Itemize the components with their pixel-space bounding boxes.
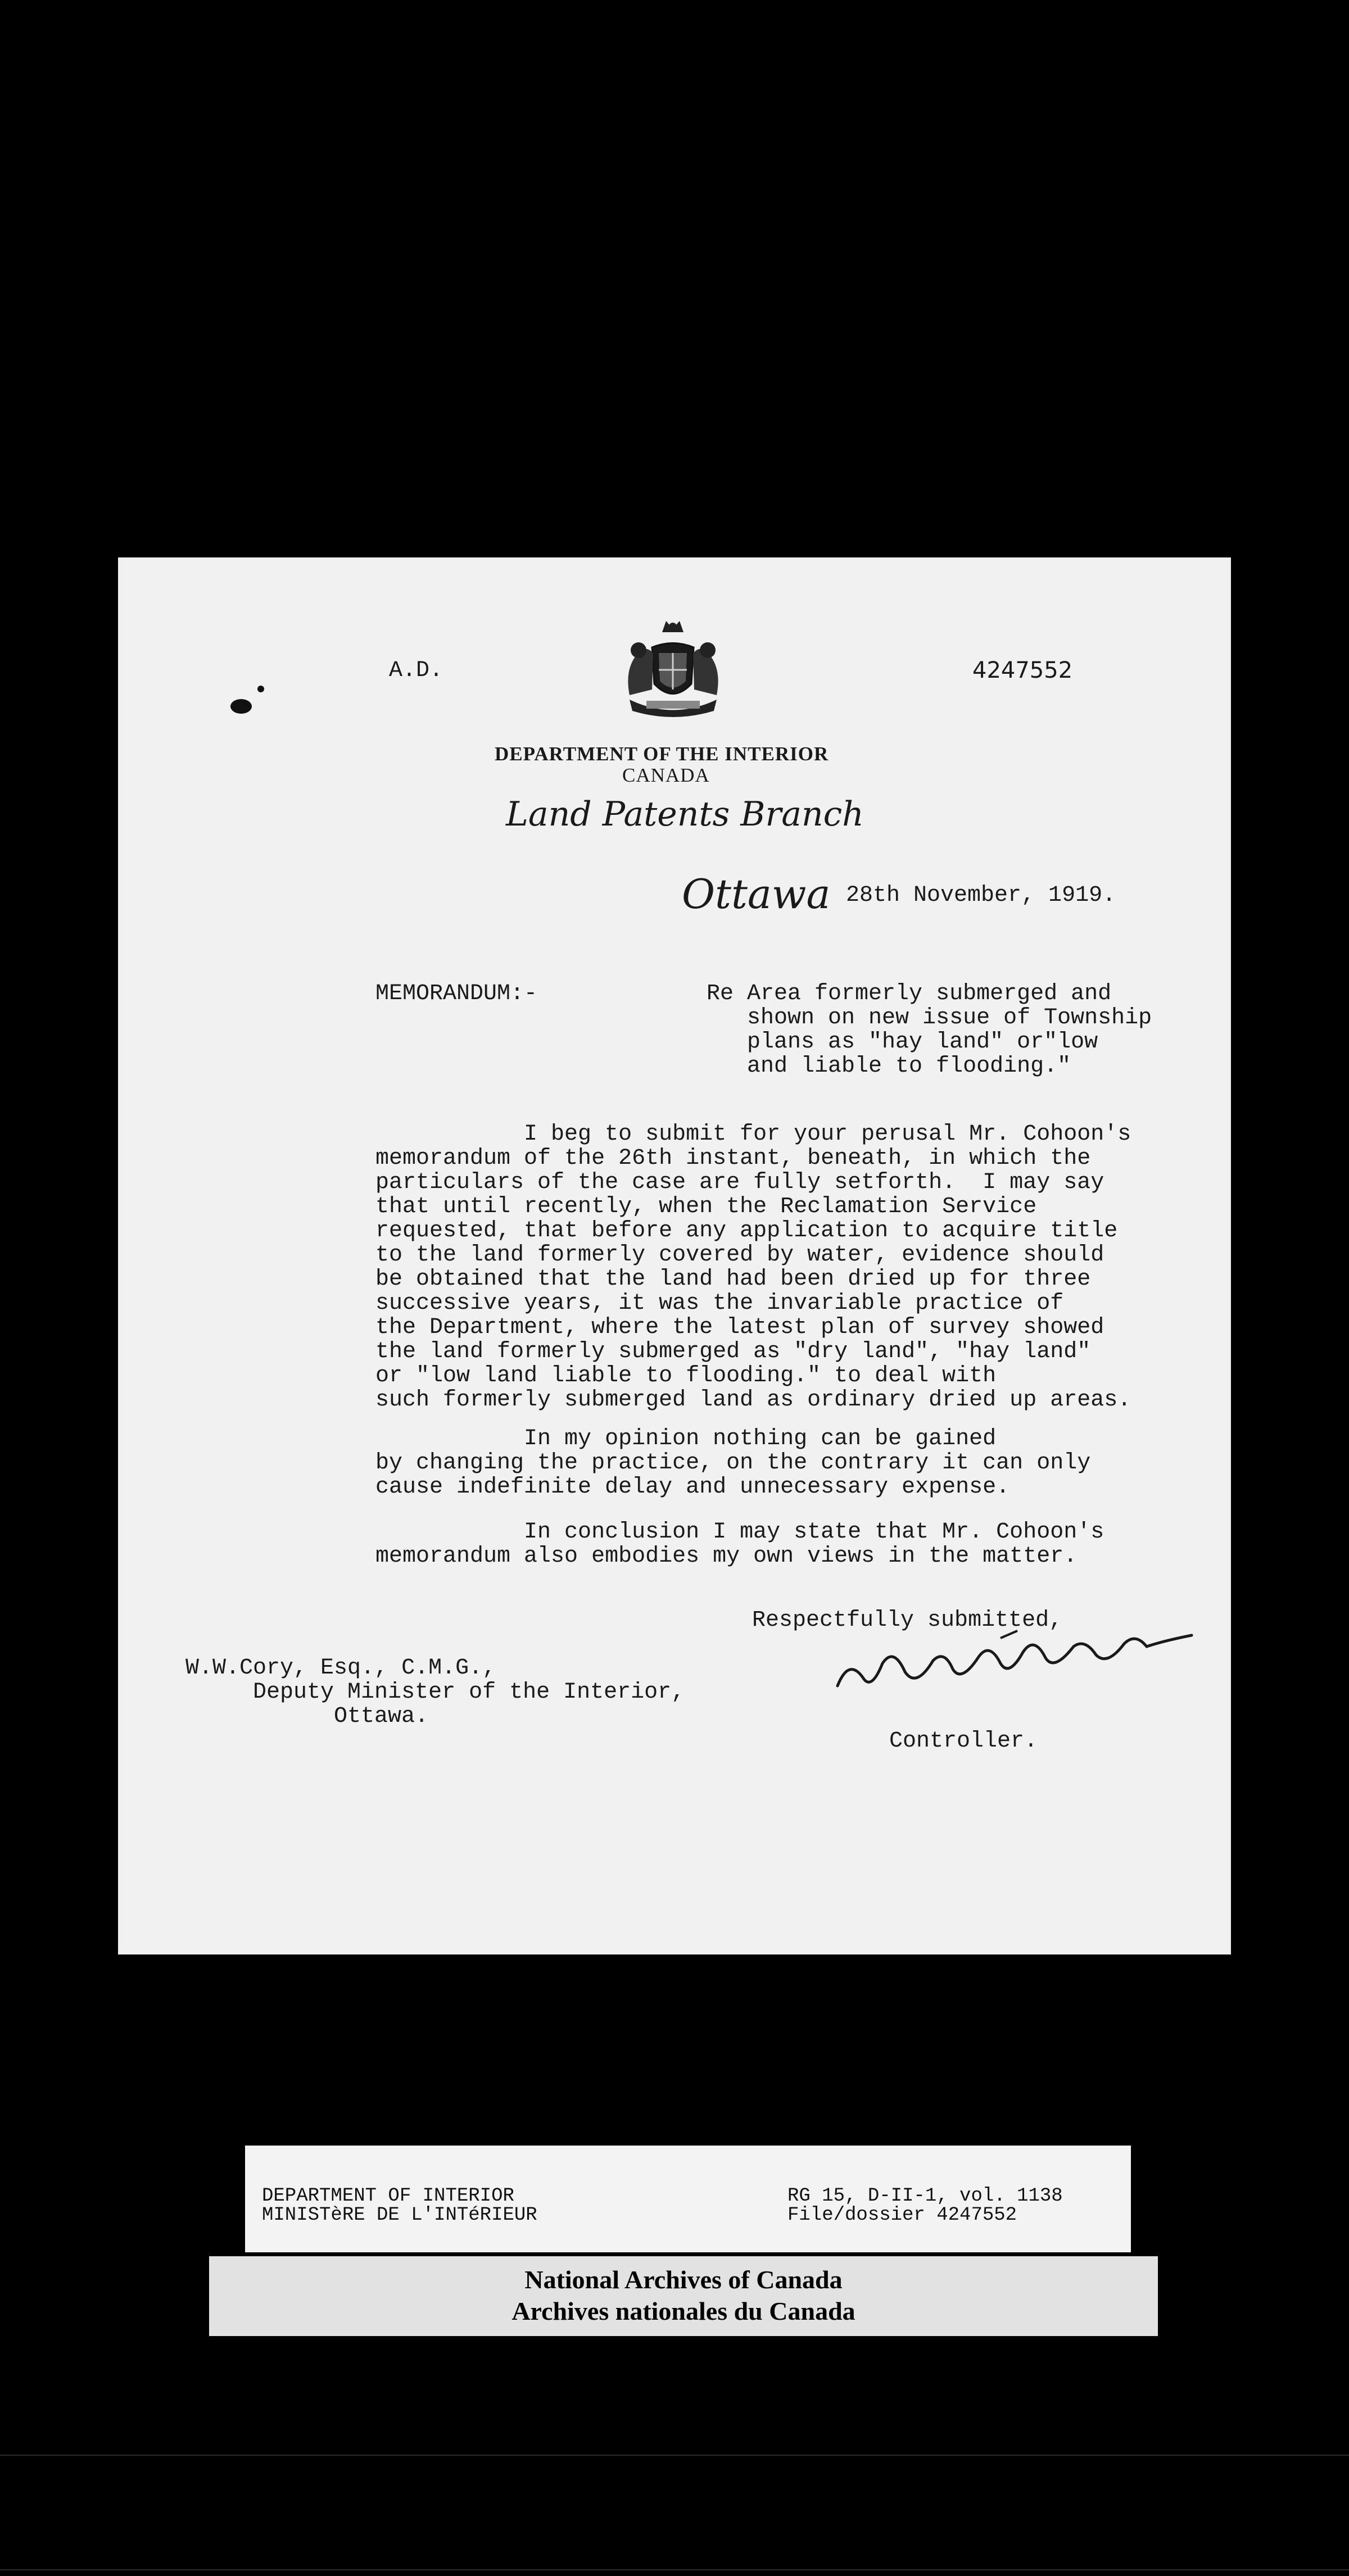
body-line: by changing the practice, on the contrary it can only	[375, 1450, 1091, 1476]
body-line: memorandum also embodies my own views in the matter.	[375, 1544, 1078, 1569]
signer-title: Controller.	[889, 1729, 1038, 1754]
body-line: to the land formerly covered by water, evidence should	[375, 1242, 1104, 1268]
archive-reference-label	[245, 2146, 1131, 2252]
body-line: successive years, it was the invariable practice of	[375, 1291, 1064, 1316]
ink-blot	[230, 699, 252, 714]
closing: Respectfully submitted,	[752, 1608, 1063, 1633]
department-french: MINISTèRE DE L'INTéRIEUR	[262, 2205, 537, 2226]
memo-heading: MEMORANDUM:-	[375, 981, 538, 1006]
letter-date: 28th November, 1919.	[846, 883, 1116, 908]
record-group-reference: RG 15, D-II-1, vol. 1138	[787, 2185, 1063, 2207]
body-line: I beg to submit for your perusal Mr. Cohoon's	[375, 1122, 1131, 1147]
signature	[832, 1624, 1203, 1697]
archives-name-french: Archives nationales du Canada	[511, 2297, 855, 2325]
body-line: In conclusion I may state that Mr. Cohoon's	[375, 1520, 1104, 1545]
initials: A.D.	[389, 658, 443, 683]
subject-line: plans as "hay land" or"low	[707, 1030, 1098, 1055]
file-number: 4247552	[972, 657, 1073, 683]
subject-line: Re Area formerly submerged and	[707, 981, 1112, 1006]
body-line: the Department, where the latest plan of survey showed	[375, 1315, 1104, 1340]
body-line: requested, that before any application to acquire title	[375, 1218, 1118, 1244]
subject-line: shown on new issue of Township	[707, 1005, 1152, 1031]
body-line: In my opinion nothing can be gained	[375, 1426, 997, 1452]
archives-name-english: National Archives of Canada	[524, 2265, 843, 2294]
archives-banner	[209, 2256, 1158, 2336]
addressee-line: Deputy Minister of the Interior,	[185, 1680, 685, 1705]
ink-speck	[257, 686, 264, 692]
scan-line	[0, 2455, 1349, 2456]
body-line: particulars of the case are fully setforth. I may say	[375, 1170, 1104, 1195]
body-line: such formerly submerged land as ordinary dried up areas.	[375, 1387, 1131, 1413]
scan-line	[0, 2569, 1349, 2570]
branch-name: Land Patents Branch	[506, 795, 864, 834]
memo-page	[118, 557, 1231, 1954]
body-line: memorandum of the 26th instant, beneath, in which the	[375, 1146, 1091, 1171]
body-line: or "low land liable to flooding." to deal with	[375, 1363, 997, 1389]
body-line: the land formerly submerged as "dry land", "hay land"	[375, 1339, 1091, 1364]
addressee-line: W.W.Cory, Esq., C.M.G.,	[185, 1656, 496, 1681]
body-line: that until recently, when the Reclamation Service	[375, 1194, 1037, 1219]
body-line: cause indefinite delay and unnecessary expense.	[375, 1475, 1010, 1500]
department-name: DEPARTMENT OF THE INTERIOR	[495, 743, 829, 765]
department-english: DEPARTMENT OF INTERIOR	[262, 2185, 514, 2207]
addressee-line: Ottawa.	[185, 1704, 429, 1729]
country-name: CANADA	[622, 764, 710, 786]
body-line: be obtained that the land had been dried up for three	[375, 1267, 1091, 1292]
subject-line: and liable to flooding."	[707, 1054, 1071, 1079]
file-reference: File/dossier 4247552	[787, 2205, 1017, 2226]
royal-coat-of-arms-icon	[613, 616, 734, 720]
city-name: Ottawa	[682, 870, 831, 918]
